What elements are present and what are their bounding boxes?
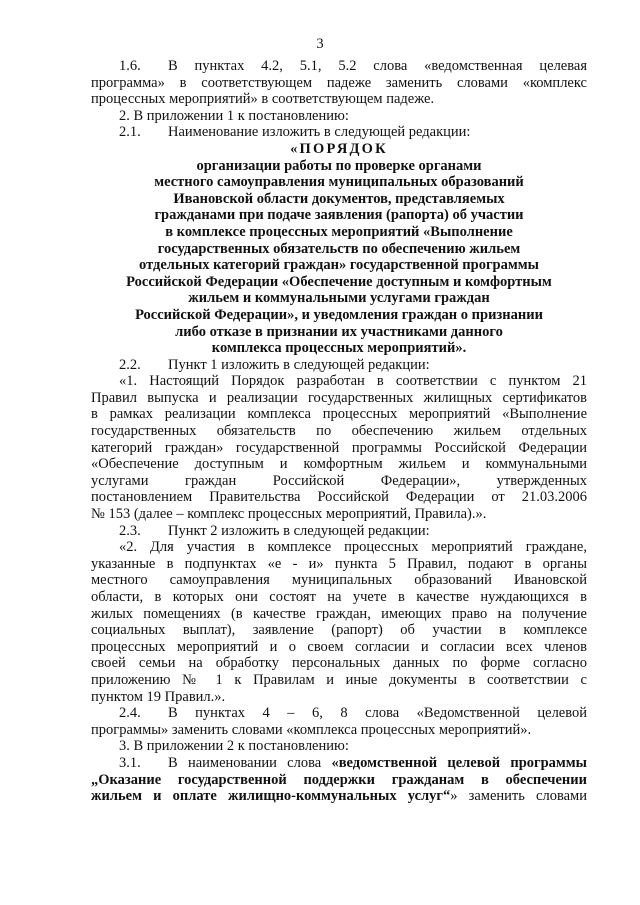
para-2-line: местного самоуправления муниципальных образований Ивановской [91,572,587,589]
order-title-line: Российской Федерации «Обеспечение доступным и комфортным [126,273,552,290]
item-3-1-line-1: 3.1. В наименовании слова «ведомственной целевой программы [119,754,587,771]
para-1-line: категорий граждан» государственной программы Российской Федерации [91,439,587,456]
item-3-1-line-2: „Оказание государственной поддержки гражданам в обеспечении [91,771,587,788]
order-title-line: либо отказе в признании их участниками данного [175,323,503,340]
item-2-3-label: 2.3. [119,522,141,539]
item-2-4-label: 2.4. [119,705,141,722]
order-title-line: отдельных категорий граждан» государственной программы [139,257,539,274]
item-1-6-label: 1.6. [119,58,141,74]
item-3-1-line-3: жильем и оплате жилищно-коммунальных услуг“» заменить словами [91,788,587,805]
item-2: 2. В приложении 1 к постановлению: [119,107,349,124]
order-title-line: комплекса процессных мероприятий». [211,340,467,357]
item-2-4-line-2: программы» заменить словами «комплекса процессных мероприятий». [91,721,532,738]
item-2-2-label: 2.2. [119,356,141,373]
order-title-line: Российской Федерации», и уведомления граждан о признании [135,306,543,323]
para-1-line: постановлением Правительства Российской Федерации от 21.03.2006 [91,489,587,506]
para-2-line: области, в которых они состоят на учете в качестве нуждающихся в [91,589,587,605]
para-2-line: «2. Для участия в комплексе процессных мероприятий граждане, [119,539,587,556]
order-title-line: в комплексе процессных мероприятий «Выполнение [165,223,513,240]
order-title [91,141,587,357]
item-1-6-line-1: 1.6. В пунктах 4.2, 5.1, 5.2 слова «ведомственная целевая [119,58,587,74]
para-1-line: услугами граждан Российской Федерации», утвержденных [91,472,587,489]
item-1-6-line-2: программа» в соответствующем падеже заменить словами «комплекс [91,74,587,91]
item-2-3: 2.3. Пункт 2 изложить в следующей редакции: [119,522,430,539]
order-title-line: жильем и коммунальными услугами граждан [188,290,490,307]
para-2-line: своей семьи на обработку персональных данных по форме согласно [91,655,587,672]
para-2-line: пунктом 19 Правил.». [91,688,226,705]
page-number: 3 [316,36,324,52]
para-2-line: процессных мероприятий и о своем согласии и согласии всех членов [91,638,587,655]
order-title-word: «ПОРЯДОК [290,140,388,157]
item-2-1-label: 2.1. [119,124,141,141]
item-2-4-line-1: 2.4. В пунктах 4 – 6, 8 слова «Ведомственной целевой [119,705,587,722]
para-2-line: социальных выплат), заявление (рапорт) об участии в комплексе [91,622,587,639]
order-title-line: гражданами при подаче заявления (рапорта) об участии [154,207,524,224]
item-1-6-line-3: процессных мероприятий» в соответствующем падеже. [91,91,435,108]
order-title-line: государственных обязательств по обеспечению жильем [157,240,521,257]
item-2-2: 2.2. Пункт 1 изложить в следующей редакции: [119,356,430,373]
para-2-line: указанные в подпунктах «е - и» пункта 5 Правил, подают в органы [91,555,587,572]
para-1-line: «Обеспечение доступным и комфортным жильем и коммунальными [91,456,587,473]
item-3: 3. В приложении 2 к постановлению: [119,738,349,755]
document-body [91,58,587,805]
para-1-line: Правил выпуска и реализации государственных жилищных сертификатов [91,389,587,406]
para-1-line: государственных обязательств по обеспечению жильем отдельных [91,423,587,440]
para-1-line: № 153 (далее – комплекс процессных мероприятий, Правила).». [91,506,487,523]
order-title-line: организации работы по проверке органами [196,157,482,174]
order-title-line: местного самоуправления муниципальных образований [154,174,524,191]
para-2-line: приложению № 1 к Правилам и иные документы в соответствии с [91,671,587,688]
para-2-line: жилых помещениях (в качестве граждан, имеющих право на получение [91,605,587,622]
order-title-line: Ивановской области документов, представляемых [173,190,505,207]
item-2-1: 2.1. Наименование изложить в следующей редакции: [119,124,471,141]
para-1-line: «1. Настоящий Порядок разработан в соответствии с пунктом 21 [119,373,587,390]
para-1-line: в рамках реализации комплекса процессных мероприятий «Выполнение [91,406,587,423]
item-3-1-label: 3.1. [119,754,141,771]
